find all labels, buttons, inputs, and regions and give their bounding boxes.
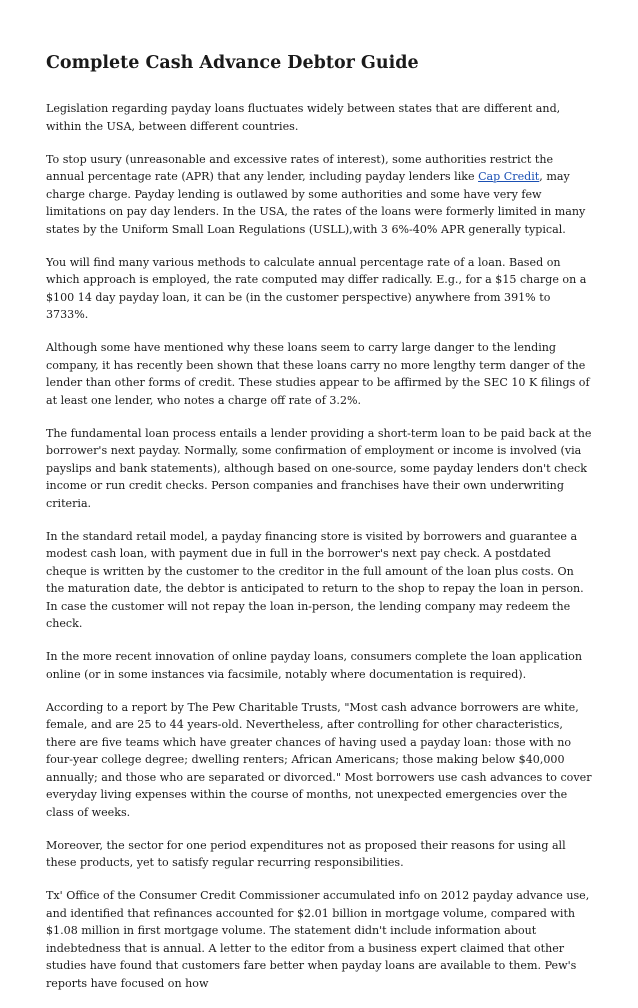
paragraph-text: , may charge charge. Payday lending is outlawed by some authorities and some have very few limitations on pay day lenders. In the USA, the rates of the loans were formerly limited in many states by the Uniform Small Loan Regulations (USLL),with 3 6%-40% APR generally typical. [46, 170, 586, 236]
paragraph: Moreover, the sector for one period expenditures not as proposed their reasons for using all these products, yet to satisfy regular recurring responsibilities. [46, 838, 566, 869]
paragraph: The fundamental loan process entails a lender providing a short-term loan to be paid back at the borrower's next payday. Normally, some confirmation of employment or income is involved (via payslips and bank statements), although based on one-source, some payday lenders don't check income or run credit checks. Person companies and franchises have their own underwriting criteria. [46, 426, 592, 510]
page-title: Complete Cash Advance Debtor Guide [46, 53, 419, 73]
paragraph: According to a report by The Pew Charitable Trusts, "Most cash advance borrowers are white, female, and are 25 to 44 years-old. Nevertheless, after controlling for other characteristics, there are five teams which have greater chances of having used a payday loan: those with no four-year college degree; dwelling renters; African Americans; those making below $40,000 annually; and those who are separated or divorced." Most borrowers use cash advances to cover everyday living expenses within the course of months, not unexpected emergencies over the class of weeks. [46, 700, 592, 819]
paragraph: Legislation regarding payday loans fluctuates widely between states that are different and, within the USA, between different countries. [46, 102, 561, 133]
document-page [46, 40, 594, 1008]
paragraph: Tx' Office of the Consumer Credit Commissioner accumulated info on 2012 payday advance use, and identified that refinances accounted for $2.01 billion in mortgage volume, compared with $1.08 million in first mortgage volume. The statement didn't include information about indebtedness that is annual. A letter to the editor from a business expert claimed that other studies have found that customers fare better when payday loans are available to them. Pew's reports have focused on how [46, 889, 590, 990]
paragraph: In the more recent innovation of online payday loans, consumers complete the loan application online (or in some instances via facsimile, notably where documentation is required). [46, 650, 582, 681]
paragraph-text: To stop usury (unreasonable and excessive rates of interest), some authorities restrict the annual percentage rate (APR) that any lender, including payday lenders like [46, 152, 554, 183]
paragraph: You will find many various methods to calculate annual percentage rate of a loan. Based on which approach is employed, the rate computed may differ radically. E.g., for a $15 charge on a $100 14 day payday loan, it can be (in the customer perspective) anywhere from 391% to 3733%. [46, 255, 587, 321]
paragraph: Although some have mentioned why these loans seem to carry large danger to the lending company, it has recently been shown that these loans carry no more lengthy term danger of the lender than other forms of credit. These studies appear to be affirmed by the SEC 10 K filings of at least one lender, who notes a charge off rate of 3.2%. [46, 341, 590, 407]
paragraph [46, 151, 594, 239]
cap-credit-link[interactable]: Cap Credit [478, 170, 540, 183]
paragraph: In the standard retail model, a payday financing store is visited by borrowers and guarantee a modest cash loan, with payment due in full in the borrower's next pay check. A postdated cheque is written by the customer to the creditor in the full amount of the loan plus costs. On the maturation date, the debtor is anticipated to return to the shop to repay the loan in person. In case the customer will not repay the loan in-person, the lending company may redeem the check. [46, 529, 584, 630]
